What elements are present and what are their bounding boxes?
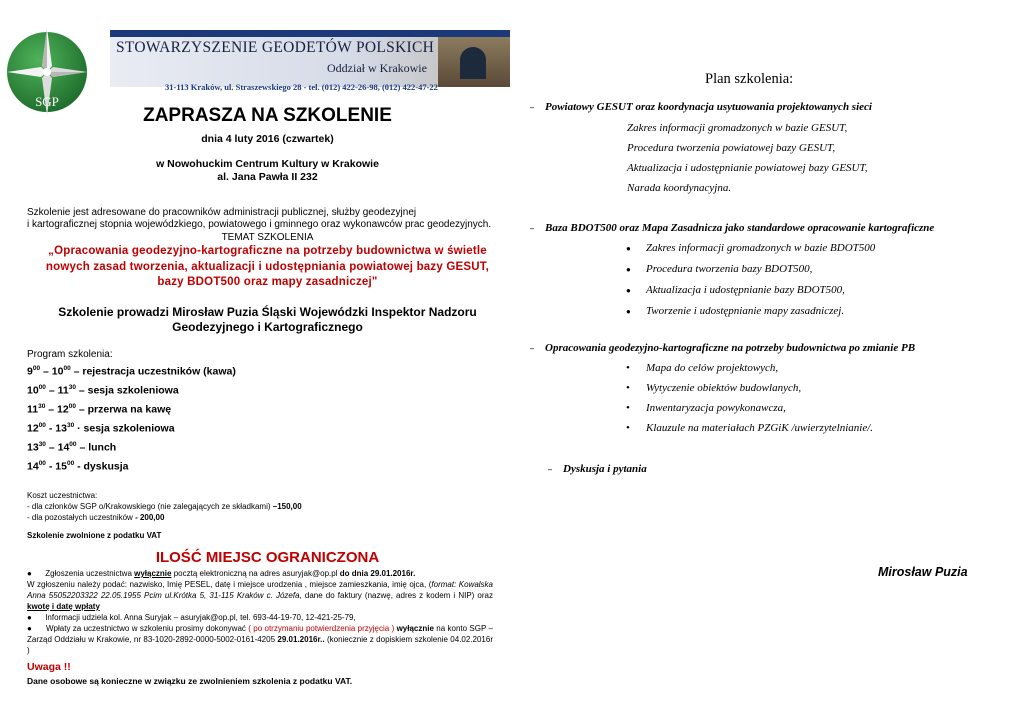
topic-line-1: „Opracowania geodezyjno-kartograficzne na potrzeby budownictwa w świetle	[48, 245, 487, 257]
org-name: STOWARZYSZENIE GEODETÓW POLSKICH	[116, 39, 435, 56]
venue-line-1: w Nowohuckim Centrum Kultury w Krakowie	[156, 158, 379, 170]
bullet-icon: ●	[626, 265, 631, 274]
list-item: ● Procedura tworzenia bazy BDOT500,	[626, 259, 875, 280]
topic-header: TEMAT SZKOLENIA	[221, 232, 314, 243]
note-required-data: W zgłoszeniu należy podać: nazwisko, Imię PESEL, datę i miejsce urodzenia , miejsce zamieszkania, imię ojca, (format: Kowalska Anna 55052203322 22.05.1955 Pcim ul.Krótka 5, 31-115 Kraków c. Józefa, dane do faktury (nazwę, adres z kodem i NIP) oraz kwotę i datę wpłaty	[27, 580, 494, 611]
dash-icon: –	[530, 224, 534, 233]
audience-text	[27, 207, 512, 231]
branch-name: Oddział w Krakowie	[327, 61, 427, 75]
list-item: ● Tworzenie i udostępnianie mapy zasadniczej.	[626, 301, 875, 322]
banner-top-bar	[110, 30, 510, 37]
list-item: • Wytyczenie obiektów budowlanych,	[626, 378, 873, 398]
bullet-icon: ●	[626, 286, 631, 295]
dash-icon: –	[548, 465, 552, 474]
trainer-line-2: Geodezyjnego i Kartograficznego	[172, 320, 363, 334]
cost-label: Koszt uczestnictwa:	[27, 491, 98, 500]
program-item: $12^{00} - 13^{30}$ · sesja szkoleniowa	[27, 422, 175, 435]
note-payment: ● Wpłaty za uczestnictwo w szkoleniu prosimy dokonywać ( po otrzymaniu potwierdzenia przyjęcia ) wyłącznie na konto SGP – Zarząd Oddziału w Krakowie, nr 83-1020-2892-0000-5002-0161-4205 29.01.2016r.. (koniecznie z dopiskiem szkolenie 04.02.2016r )	[27, 624, 493, 655]
signature: Mirosław Puzia	[878, 565, 968, 579]
program-item: $9^{00} - 10^{00}$ – rejestracja uczestników (kawa)	[27, 365, 236, 378]
bullet-icon: •	[626, 382, 630, 394]
audience-line-2: i kartograficznej stopnia wojewódzkiego, powiatowego i gminnego oraz wykonawców prac geodezyjnych.	[27, 219, 492, 230]
header-banner	[110, 30, 510, 98]
list-item: • Inwentaryzacja powykonawcza,	[626, 398, 873, 418]
list-item: • Klauzule na materiałach PZGiK /uwierzytelnianie/.	[626, 418, 873, 438]
list-item: Procedura tworzenia powiatowej bazy GESUT,	[627, 142, 836, 154]
bullet-icon: ●	[27, 569, 32, 578]
event-date: dnia 4 luty 2016 (czwartek)	[201, 133, 334, 145]
note-contact: ● Informacji udziela kol. Anna Suryjak – asuryjak@op.pl, tel. 693-44-19-70, 12-421-25-79,	[27, 613, 356, 622]
limited-seats-banner: ILOŚĆ MIEJSC OGRANICZONA	[155, 549, 380, 566]
topic-title	[25, 244, 510, 291]
plan-title: Plan szkolenia:	[705, 71, 794, 87]
cost-others: - dla pozostałych uczestników - 200,00	[27, 513, 165, 522]
vat-note: Szkolenie zwolnione z podatku VAT	[27, 531, 162, 540]
bullet-icon: ●	[626, 307, 631, 316]
topic-line-3: bazy BDOT500 oraz mapy zasadniczej"	[157, 276, 378, 288]
program-item: $11^{30} - 12^{00}$ – przerwa na kawę	[27, 403, 172, 416]
program-item: $14^{00} - 15^{00}$ - dyskusja	[27, 460, 129, 473]
plan-section-4: – Dyskusja i pytania	[548, 463, 647, 475]
trainer-line-1: Szkolenie prowadzi Mirosław Puzia Śląski Wojewódzki Inspektor Nadzoru	[58, 305, 477, 319]
list-item: ● Zakres informacji gromadzonych w bazie BDOT500	[626, 238, 875, 259]
plan-section-3: – Opracowania geodezyjno-kartograficzne na potrzeby budownictwa po zmianie PB	[530, 342, 916, 354]
cost-section	[27, 490, 302, 523]
dash-icon: –	[530, 103, 534, 112]
plan-section-2: – Baza BDOT500 oraz Mapa Zasadnicza jako standardowe opracowanie kartograficzne	[530, 222, 935, 234]
bullet-icon: •	[626, 402, 630, 414]
plan-section-2-items	[626, 238, 875, 322]
list-item: • Mapa do celów projektowych,	[626, 358, 873, 378]
topic-line-2: nowych zasad tworzenia, aktualizacji i udostępniania powiatowej bazy GESUT,	[45, 260, 490, 273]
registration-notes	[27, 568, 493, 656]
program-item: $13^{30} - 14^{00}$ – lunch	[27, 441, 117, 454]
bullet-icon: •	[626, 362, 630, 374]
venue-line-2: al. Jana Pawła II 232	[217, 171, 318, 183]
cost-members: - dla członków SGP o/Krakowskiego (nie zalegających ze składkami) –150,00	[27, 502, 302, 511]
bullet-icon: ●	[27, 624, 32, 633]
trainer-info	[25, 305, 510, 335]
program-item: $10^{00} - 11^{30}$ – sesja szkoleniowa	[27, 384, 179, 397]
bullet-icon: ●	[626, 244, 631, 253]
org-address: 31-113 Kraków, ul. Straszewskiego 28 - tel. (012) 422-26-98, (012) 422-47-22	[165, 82, 438, 92]
headline: ZAPRASZA NA SZKOLENIE	[143, 105, 392, 126]
list-item: ● Aktualizacja i udostępnianie bazy BDOT500,	[626, 280, 875, 301]
plan-section-1-items	[627, 118, 868, 198]
dash-icon: –	[530, 344, 534, 353]
warning-text: Dane osobowe są konieczne w związku ze zwolnieniem szkolenia z podatku VAT.	[27, 676, 353, 686]
bullet-icon: •	[626, 422, 630, 434]
warning-title: Uwaga !!	[27, 661, 71, 673]
plan-section-3-items	[626, 358, 873, 438]
note-registration: ● Zgłoszenia uczestnictwa wyłącznie pocztą elektroniczną na adres asuryjak@op.pl do dnia 29.01.2016r.	[27, 569, 416, 578]
building-photo	[438, 37, 510, 87]
list-item: Zakres informacji gromadzonych w bazie GESUT,	[627, 122, 848, 134]
logo-text: SGP	[35, 94, 59, 109]
list-item: Narada koordynacyjna.	[627, 182, 732, 194]
venue	[25, 158, 510, 184]
bullet-icon: ●	[27, 613, 32, 622]
program-list	[27, 365, 236, 479]
list-item: Aktualizacja i udostępnianie powiatowej bazy GESUT,	[627, 162, 868, 174]
program-label: Program szkolenia:	[27, 349, 113, 360]
plan-section-1: – Powiatowy GESUT oraz koordynacja usytuowania projektowanych sieci	[530, 101, 872, 113]
audience-line-1: Szkolenie jest adresowane do pracowników administracji publicznej, służby geodezyjnej	[27, 207, 417, 218]
